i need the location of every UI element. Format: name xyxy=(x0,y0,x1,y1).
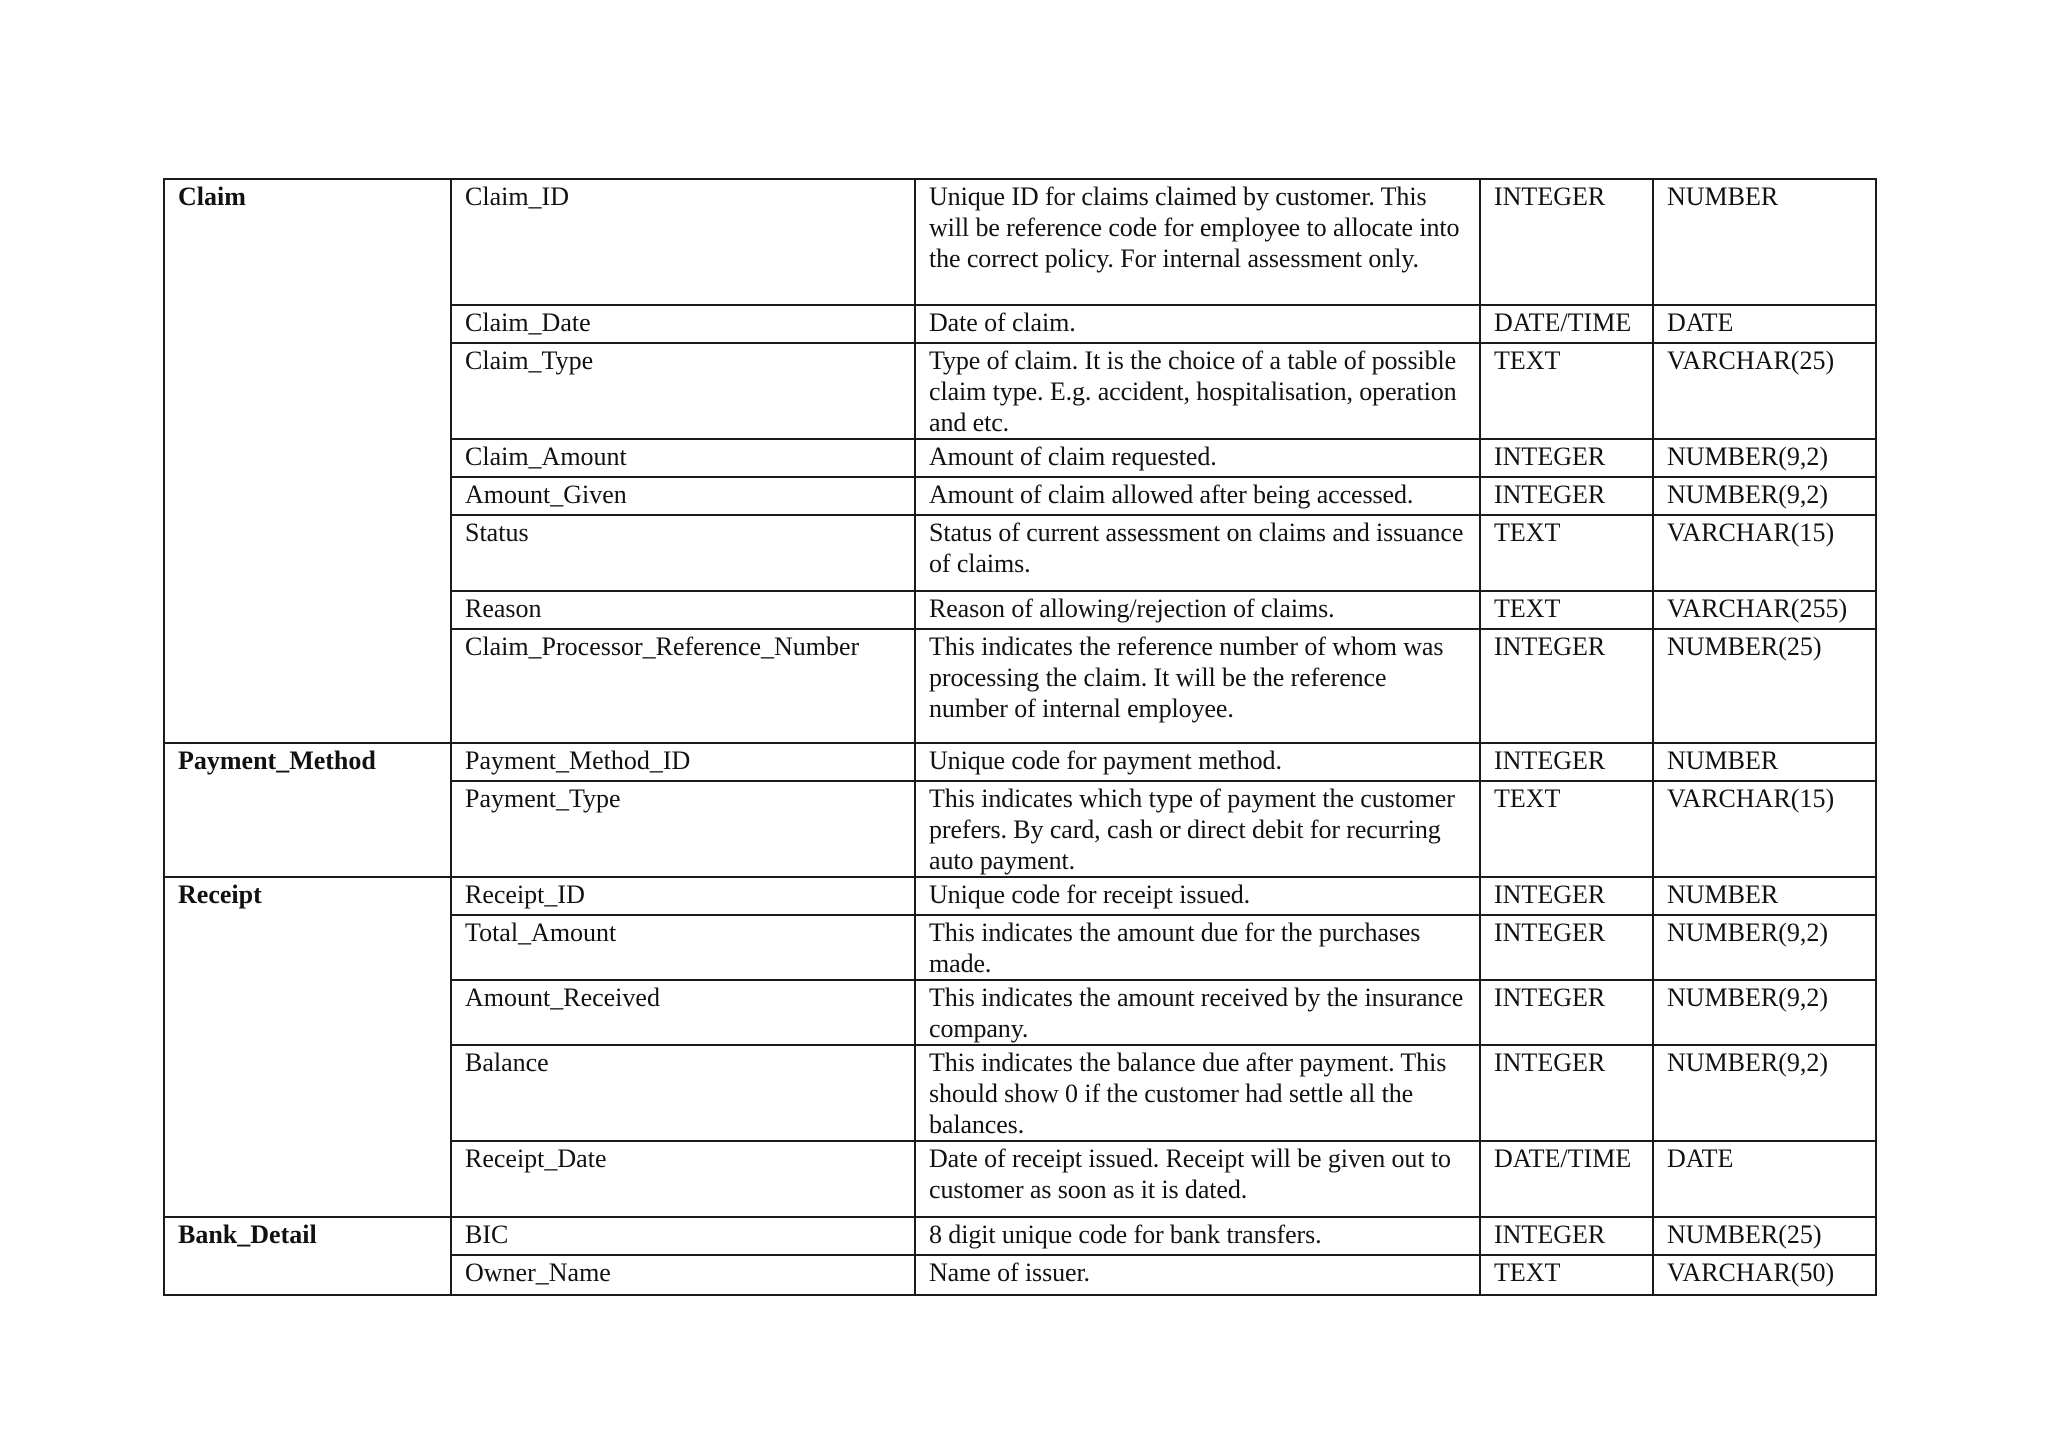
description-cell: Date of receipt issued. Receipt will be given out to customer as soon as it is dated. xyxy=(915,1141,1480,1217)
entity-name-cell: Bank_Detail xyxy=(164,1217,451,1295)
attribute-name-cell: Payment_Method_ID xyxy=(451,743,915,781)
description-cell: This indicates the balance due after payment. This should show 0 if the customer had settle all the balances. xyxy=(915,1045,1480,1141)
attribute-name-cell: Balance xyxy=(451,1045,915,1141)
data-type-cell: DATE/TIME xyxy=(1480,305,1653,343)
attribute-name-cell: Amount_Received xyxy=(451,980,915,1045)
attribute-name-cell: Reason xyxy=(451,591,915,629)
data-type-cell: TEXT xyxy=(1480,515,1653,591)
attribute-name-cell: Status xyxy=(451,515,915,591)
attribute-name-cell: Claim_Type xyxy=(451,343,915,439)
attribute-name-cell: Total_Amount xyxy=(451,915,915,980)
data-type-cell: TEXT xyxy=(1480,343,1653,439)
description-cell: Status of current assessment on claims and issuance of claims. xyxy=(915,515,1480,591)
sql-type-cell: NUMBER(9,2) xyxy=(1653,980,1876,1045)
entity-name-cell: Claim xyxy=(164,179,451,743)
table-row xyxy=(164,179,1876,305)
table-row xyxy=(164,1217,1876,1255)
description-cell: Unique code for payment method. xyxy=(915,743,1480,781)
sql-type-cell: VARCHAR(50) xyxy=(1653,1255,1876,1295)
data-type-cell: TEXT xyxy=(1480,1255,1653,1295)
entity-name-cell: Receipt xyxy=(164,877,451,1217)
data-type-cell: INTEGER xyxy=(1480,877,1653,915)
description-cell: This indicates the amount due for the purchases made. xyxy=(915,915,1480,980)
description-cell: Name of issuer. xyxy=(915,1255,1480,1295)
attribute-name-cell: Owner_Name xyxy=(451,1255,915,1295)
table-row xyxy=(164,877,1876,915)
sql-type-cell: NUMBER(25) xyxy=(1653,629,1876,743)
description-cell: This indicates the amount received by the insurance company. xyxy=(915,980,1480,1045)
description-cell: This indicates which type of payment the customer prefers. By card, cash or direct debit for recurring auto payment. xyxy=(915,781,1480,877)
description-cell: Type of claim. It is the choice of a table of possible claim type. E.g. accident, hospitalisation, operation and etc. xyxy=(915,343,1480,439)
data-type-cell: INTEGER xyxy=(1480,915,1653,980)
attribute-name-cell: BIC xyxy=(451,1217,915,1255)
sql-type-cell: NUMBER(9,2) xyxy=(1653,477,1876,515)
description-cell: This indicates the reference number of whom was processing the claim. It will be the reference number of internal employee. xyxy=(915,629,1480,743)
sql-type-cell: NUMBER(25) xyxy=(1653,1217,1876,1255)
sql-type-cell: DATE xyxy=(1653,305,1876,343)
data-dictionary-table xyxy=(163,178,1877,1296)
data-type-cell: INTEGER xyxy=(1480,743,1653,781)
attribute-name-cell: Receipt_ID xyxy=(451,877,915,915)
table-body xyxy=(164,179,1876,1295)
attribute-name-cell: Receipt_Date xyxy=(451,1141,915,1217)
description-cell: Reason of allowing/rejection of claims. xyxy=(915,591,1480,629)
data-type-cell: INTEGER xyxy=(1480,477,1653,515)
attribute-name-cell: Claim_Processor_Reference_Number xyxy=(451,629,915,743)
data-type-cell: DATE/TIME xyxy=(1480,1141,1653,1217)
data-type-cell: INTEGER xyxy=(1480,980,1653,1045)
data-type-cell: TEXT xyxy=(1480,781,1653,877)
data-type-cell: INTEGER xyxy=(1480,439,1653,477)
attribute-name-cell: Claim_ID xyxy=(451,179,915,305)
sql-type-cell: NUMBER(9,2) xyxy=(1653,439,1876,477)
sql-type-cell: NUMBER(9,2) xyxy=(1653,915,1876,980)
description-cell: Unique code for receipt issued. xyxy=(915,877,1480,915)
entity-name-cell: Payment_Method xyxy=(164,743,451,877)
sql-type-cell: VARCHAR(15) xyxy=(1653,781,1876,877)
sql-type-cell: VARCHAR(255) xyxy=(1653,591,1876,629)
attribute-name-cell: Claim_Amount xyxy=(451,439,915,477)
data-type-cell: TEXT xyxy=(1480,591,1653,629)
sql-type-cell: DATE xyxy=(1653,1141,1876,1217)
sql-type-cell: NUMBER xyxy=(1653,743,1876,781)
data-type-cell: INTEGER xyxy=(1480,1045,1653,1141)
description-cell: Unique ID for claims claimed by customer. This will be reference code for employee to allocate into the correct policy. For internal assessment only. xyxy=(915,179,1480,305)
sql-type-cell: NUMBER(9,2) xyxy=(1653,1045,1876,1141)
table-row xyxy=(164,743,1876,781)
attribute-name-cell: Amount_Given xyxy=(451,477,915,515)
sql-type-cell: NUMBER xyxy=(1653,179,1876,305)
description-cell: Amount of claim allowed after being accessed. xyxy=(915,477,1480,515)
data-type-cell: INTEGER xyxy=(1480,629,1653,743)
description-cell: 8 digit unique code for bank transfers. xyxy=(915,1217,1480,1255)
attribute-name-cell: Claim_Date xyxy=(451,305,915,343)
sql-type-cell: NUMBER xyxy=(1653,877,1876,915)
description-cell: Date of claim. xyxy=(915,305,1480,343)
sql-type-cell: VARCHAR(25) xyxy=(1653,343,1876,439)
description-cell: Amount of claim requested. xyxy=(915,439,1480,477)
data-type-cell: INTEGER xyxy=(1480,1217,1653,1255)
sql-type-cell: VARCHAR(15) xyxy=(1653,515,1876,591)
data-type-cell: INTEGER xyxy=(1480,179,1653,305)
attribute-name-cell: Payment_Type xyxy=(451,781,915,877)
